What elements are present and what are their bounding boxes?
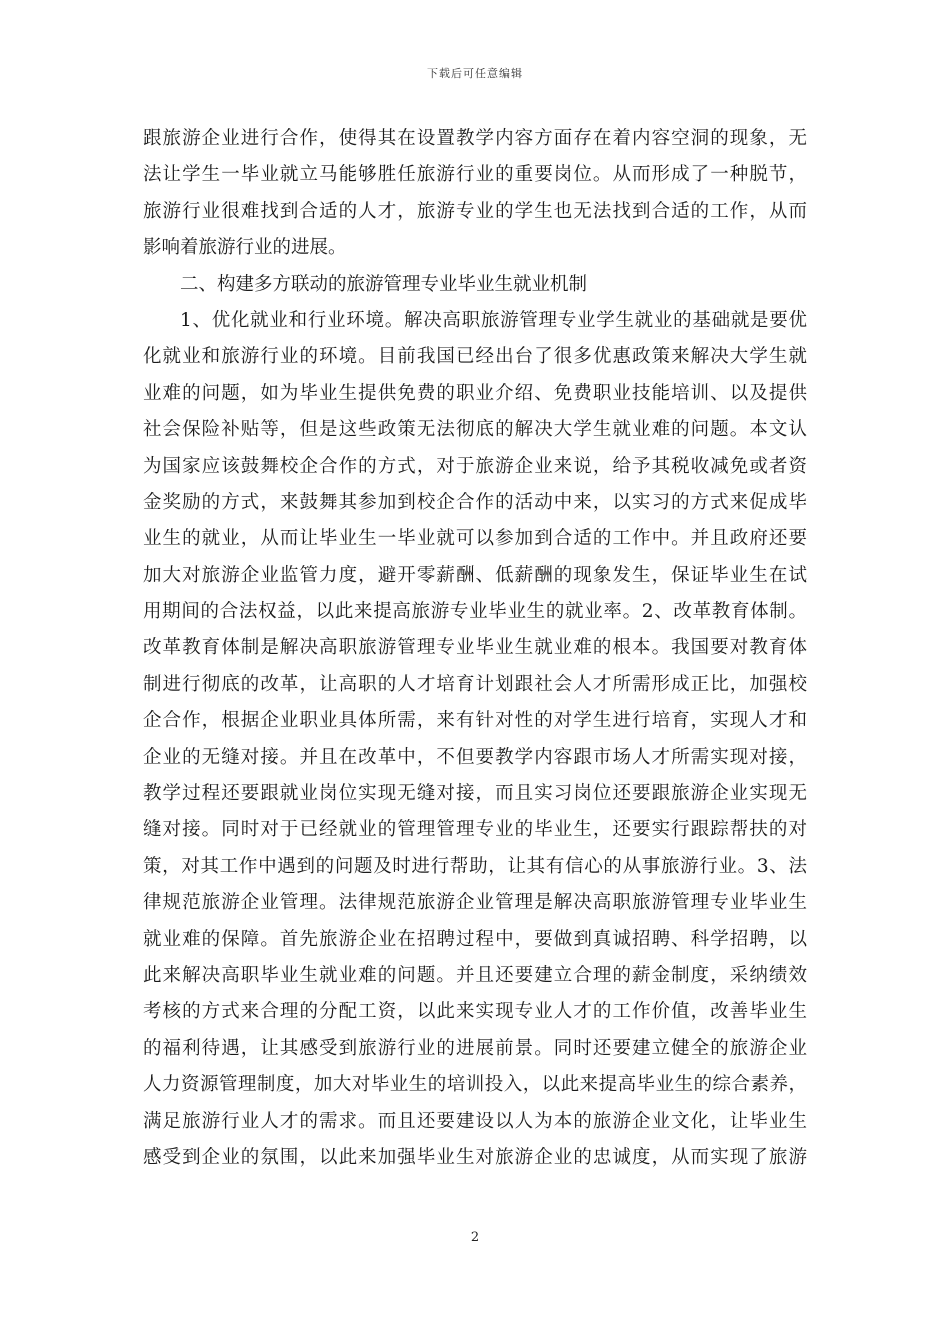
text-line: 业生的就业，从而让毕业生一毕业就可以参加到合适的工作中。并且政府还要: [143, 528, 807, 550]
page-number: 2: [470, 1230, 480, 1245]
text-line: 感受到企业的氛围，以此来加强毕业生对旅游企业的忠诚度，从而实现了旅游: [143, 1146, 807, 1168]
text-line: 策，对其工作中遇到的问题及时进行帮助，让其有信心的从事旅游行业。3、法: [143, 855, 807, 877]
text-line: 满足旅游行业人才的需求。而且还要建设以人为本的旅游企业文化，让毕业生: [143, 1110, 807, 1132]
text-line: 加大对旅游企业监管力度，避开零薪酬、低薪酬的现象发生，保证毕业生在试: [143, 564, 807, 586]
text-line: 缝对接。同时对于已经就业的管理管理专业的毕业生，还要实行跟踪帮扶的对: [143, 819, 807, 841]
text-line: 法让学生一毕业就立马能够胜任旅游行业的重要岗位。从而形成了一种脱节，: [143, 164, 807, 186]
text-line: 金奖励的方式，来鼓舞其参加到校企合作的活动中来，以实习的方式来促成毕: [143, 491, 807, 513]
text-line: 考核的方式来合理的分配工资，以此来实现专业人才的工作价值，改善毕业生: [143, 1001, 807, 1023]
text-line: 1、优化就业和行业环境。解决高职旅游管理专业学生就业的基础就是要优: [180, 309, 807, 331]
section-heading: 二、构建多方联动的旅游管理专业毕业生就业机制: [180, 273, 588, 295]
text-line: 律规范旅游企业管理。法律规范旅游企业管理是解决高职旅游管理专业毕业生: [143, 892, 807, 914]
text-line: 化就业和旅游行业的环境。目前我国已经出台了很多优惠政策来解决大学生就: [143, 346, 807, 368]
text-line: 改革教育体制是解决高职旅游管理专业毕业生就业难的根本。我国要对教育体: [143, 637, 807, 659]
page-header: 下载后可任意编辑: [427, 67, 523, 80]
text-line: 制进行彻底的改革，让高职的人才培育计划跟社会人才所需形成正比，加强校: [143, 673, 807, 695]
text-line: 用期间的合法权益，以此来提高旅游专业毕业生的就业率。2、改革教育体制。: [143, 601, 807, 623]
text-line: 教学过程还要跟就业岗位实现无缝对接，而且实习岗位还要跟旅游企业实现无: [143, 783, 807, 805]
text-line: 就业难的保障。首先旅游企业在招聘过程中，要做到真诚招聘、科学招聘，以: [143, 928, 807, 950]
text-line: 的福利待遇，让其感受到旅游行业的进展前景。同时还要建立健全的旅游企业: [143, 1037, 807, 1059]
text-line: 影响着旅游行业的进展。: [143, 237, 347, 259]
text-line: 跟旅游企业进行合作，使得其在设置教学内容方面存在着内容空洞的现象，无: [143, 128, 807, 149]
text-line: 旅游行业很难找到合适的人才，旅游专业的学生也无法找到合适的工作，从而: [143, 200, 807, 222]
text-line: 企业的无缝对接。并且在改革中，不但要教学内容跟市场人才所需实现对接，: [143, 746, 807, 768]
text-line: 为国家应该鼓舞校企合作的方式，对于旅游企业来说，给予其税收减免或者资: [143, 455, 807, 477]
text-line: 人力资源管理制度，加大对毕业生的培训投入，以此来提高毕业生的综合素养，: [143, 1074, 807, 1096]
text-line: 企合作，根据企业职业具体所需，来有针对性的对学生进行培育，实现人才和: [143, 710, 807, 732]
text-line: 业难的问题，如为毕业生提供免费的职业介绍、免费职业技能培训、以及提供: [143, 382, 807, 404]
document-body: [143, 121, 807, 1176]
text-line: 社会保险补贴等，但是这些政策无法彻底的解决大学生就业难的问题。本文认: [143, 419, 807, 441]
text-line: 此来解决高职毕业生就业难的问题。并且还要建立合理的薪金制度，采纳绩效: [143, 964, 807, 986]
